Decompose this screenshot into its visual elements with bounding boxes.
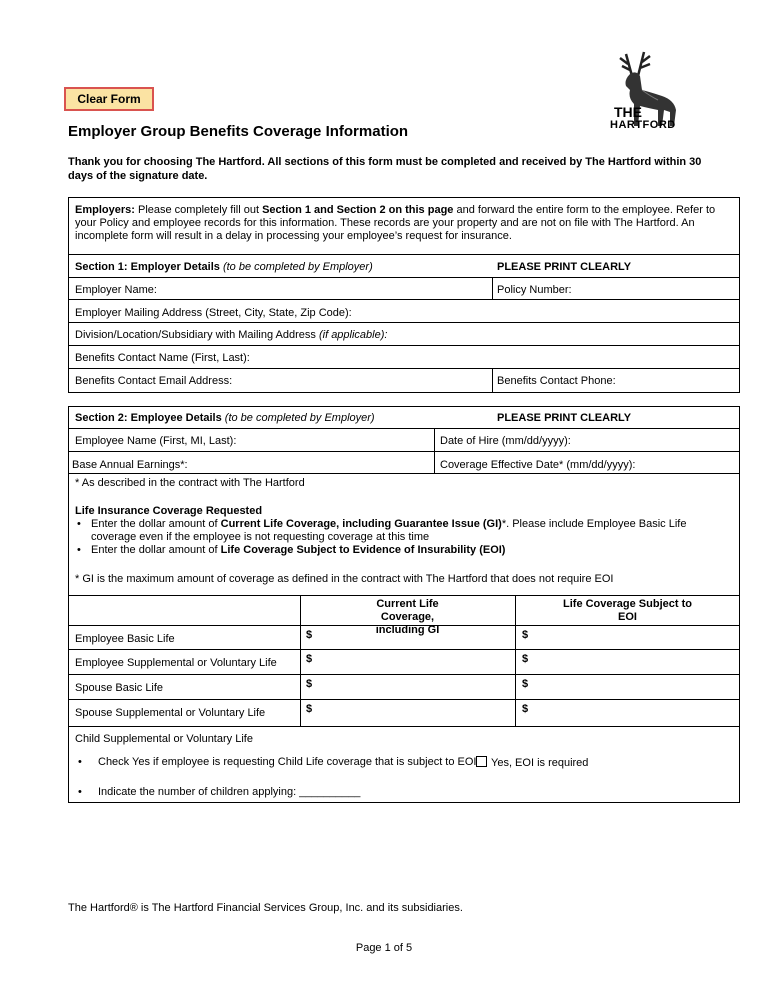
eoi-coverage-amount[interactable]: $ — [522, 703, 529, 715]
section2-print-clearly: PLEASE PRINT CLEARLY — [497, 412, 632, 424]
clear-form-button[interactable]: Clear Form — [64, 87, 154, 111]
hartford-logo — [592, 46, 692, 138]
mailing-address-field[interactable]: Employer Mailing Address (Street, City, State, Zip Code): — [75, 307, 352, 319]
current-coverage-amount[interactable]: $ — [306, 678, 313, 690]
coverage-row-label: Employee Supplemental or Voluntary Life — [75, 657, 277, 669]
employer-name-field[interactable]: Employer Name: — [75, 284, 157, 296]
base-earnings-field[interactable]: Base Annual Earnings*: — [72, 459, 188, 471]
life-instructions — [75, 518, 725, 557]
eoi-coverage-amount[interactable]: $ — [522, 653, 529, 665]
coverage-row-label: Spouse Basic Life — [75, 682, 164, 694]
col-current-coverage: Current Life Coverage, including GI — [375, 598, 440, 636]
legal-footer: The Hartford® is The Hartford Financial Services Group, Inc. and its subsidiaries. — [68, 902, 463, 914]
current-coverage-amount[interactable]: $ — [306, 629, 313, 641]
section1-title: Section 1: Employer Details (to be completed by Employer) — [75, 261, 373, 273]
employers-note: Employers: Please completely fill out Section 1 and Section 2 on this page and forward the entire form to the employee. Refer to your Policy and employee records for this information. These records are your property and are not on file with The Hartford. An incomplete form will result in a delay in processing your employee’s request for insurance. — [75, 204, 716, 242]
child-life-title: Child Supplemental or Voluntary Life — [75, 733, 253, 745]
instruction-current: • Enter the dollar amount of Current Life Coverage, including Guarantee Issue (GI)*. Please include Employee Basic Life coverage even if the employee is not requesting coverage at this time — [75, 518, 725, 544]
coverage-row-label: Employee Basic Life — [75, 633, 175, 645]
employers-lead: Employers: — [75, 204, 135, 216]
instruction-eoi: • Enter the dollar amount of Life Coverage Subject to Evidence of Insurability (EOI) — [75, 544, 725, 557]
page-number: Page 1 of 5 — [355, 942, 413, 954]
life-insurance-title: Life Insurance Coverage Requested — [75, 505, 263, 517]
footnote-contract: * As described in the contract with The Hartford — [75, 477, 305, 489]
page-title: Employer Group Benefits Coverage Information — [68, 123, 409, 140]
contact-phone-field[interactable]: Benefits Contact Phone: — [497, 375, 616, 387]
eoi-coverage-amount[interactable]: $ — [522, 629, 529, 641]
child-eoi-yes[interactable]: Yes, EOI is required — [476, 756, 588, 769]
employee-name-field[interactable]: Employee Name (First, MI, Last): — [75, 435, 237, 447]
logo-the: THE — [614, 104, 642, 120]
coverage-row-label: Spouse Supplemental or Voluntary Life — [75, 707, 266, 719]
date-of-hire-field[interactable]: Date of Hire (mm/dd/yyyy): — [440, 435, 571, 447]
division-field[interactable]: Division/Location/Subsidiary with Mailing Address (if applicable): — [75, 329, 388, 341]
col-eoi-coverage: Life Coverage Subject to EOI — [563, 598, 692, 623]
logo-hartford: HARTFORD — [610, 119, 676, 131]
child-eoi-question: Check Yes if employee is requesting Child Life coverage that is subject to EOI — [98, 756, 477, 768]
current-coverage-amount[interactable]: $ — [306, 703, 313, 715]
contact-name-field[interactable]: Benefits Contact Name (First, Last): — [75, 352, 250, 364]
footnote-gi: * GI is the maximum amount of coverage as defined in the contract with The Hartford that does not require EOI — [75, 573, 614, 585]
contact-email-field[interactable]: Benefits Contact Email Address: — [75, 375, 233, 387]
bullet-icon: • — [78, 756, 82, 768]
effective-date-field[interactable]: Coverage Effective Date* (mm/dd/yyyy): — [440, 459, 636, 471]
current-coverage-amount[interactable]: $ — [306, 653, 313, 665]
bullet-icon: • — [78, 786, 82, 798]
section2-title: Section 2: Employee Details (to be completed by Employer) — [75, 412, 375, 424]
policy-number-field[interactable]: Policy Number: — [497, 284, 572, 296]
eoi-coverage-amount[interactable]: $ — [522, 678, 529, 690]
intro-text: Thank you for choosing The Hartford. All sections of this form must be completed and received by The Hartford within 30 days of the signature date. — [68, 156, 702, 182]
checkbox-icon[interactable] — [476, 756, 487, 767]
children-count-field[interactable]: Indicate the number of children applying: __________ — [98, 786, 361, 798]
section1-print-clearly: PLEASE PRINT CLEARLY — [497, 261, 632, 273]
